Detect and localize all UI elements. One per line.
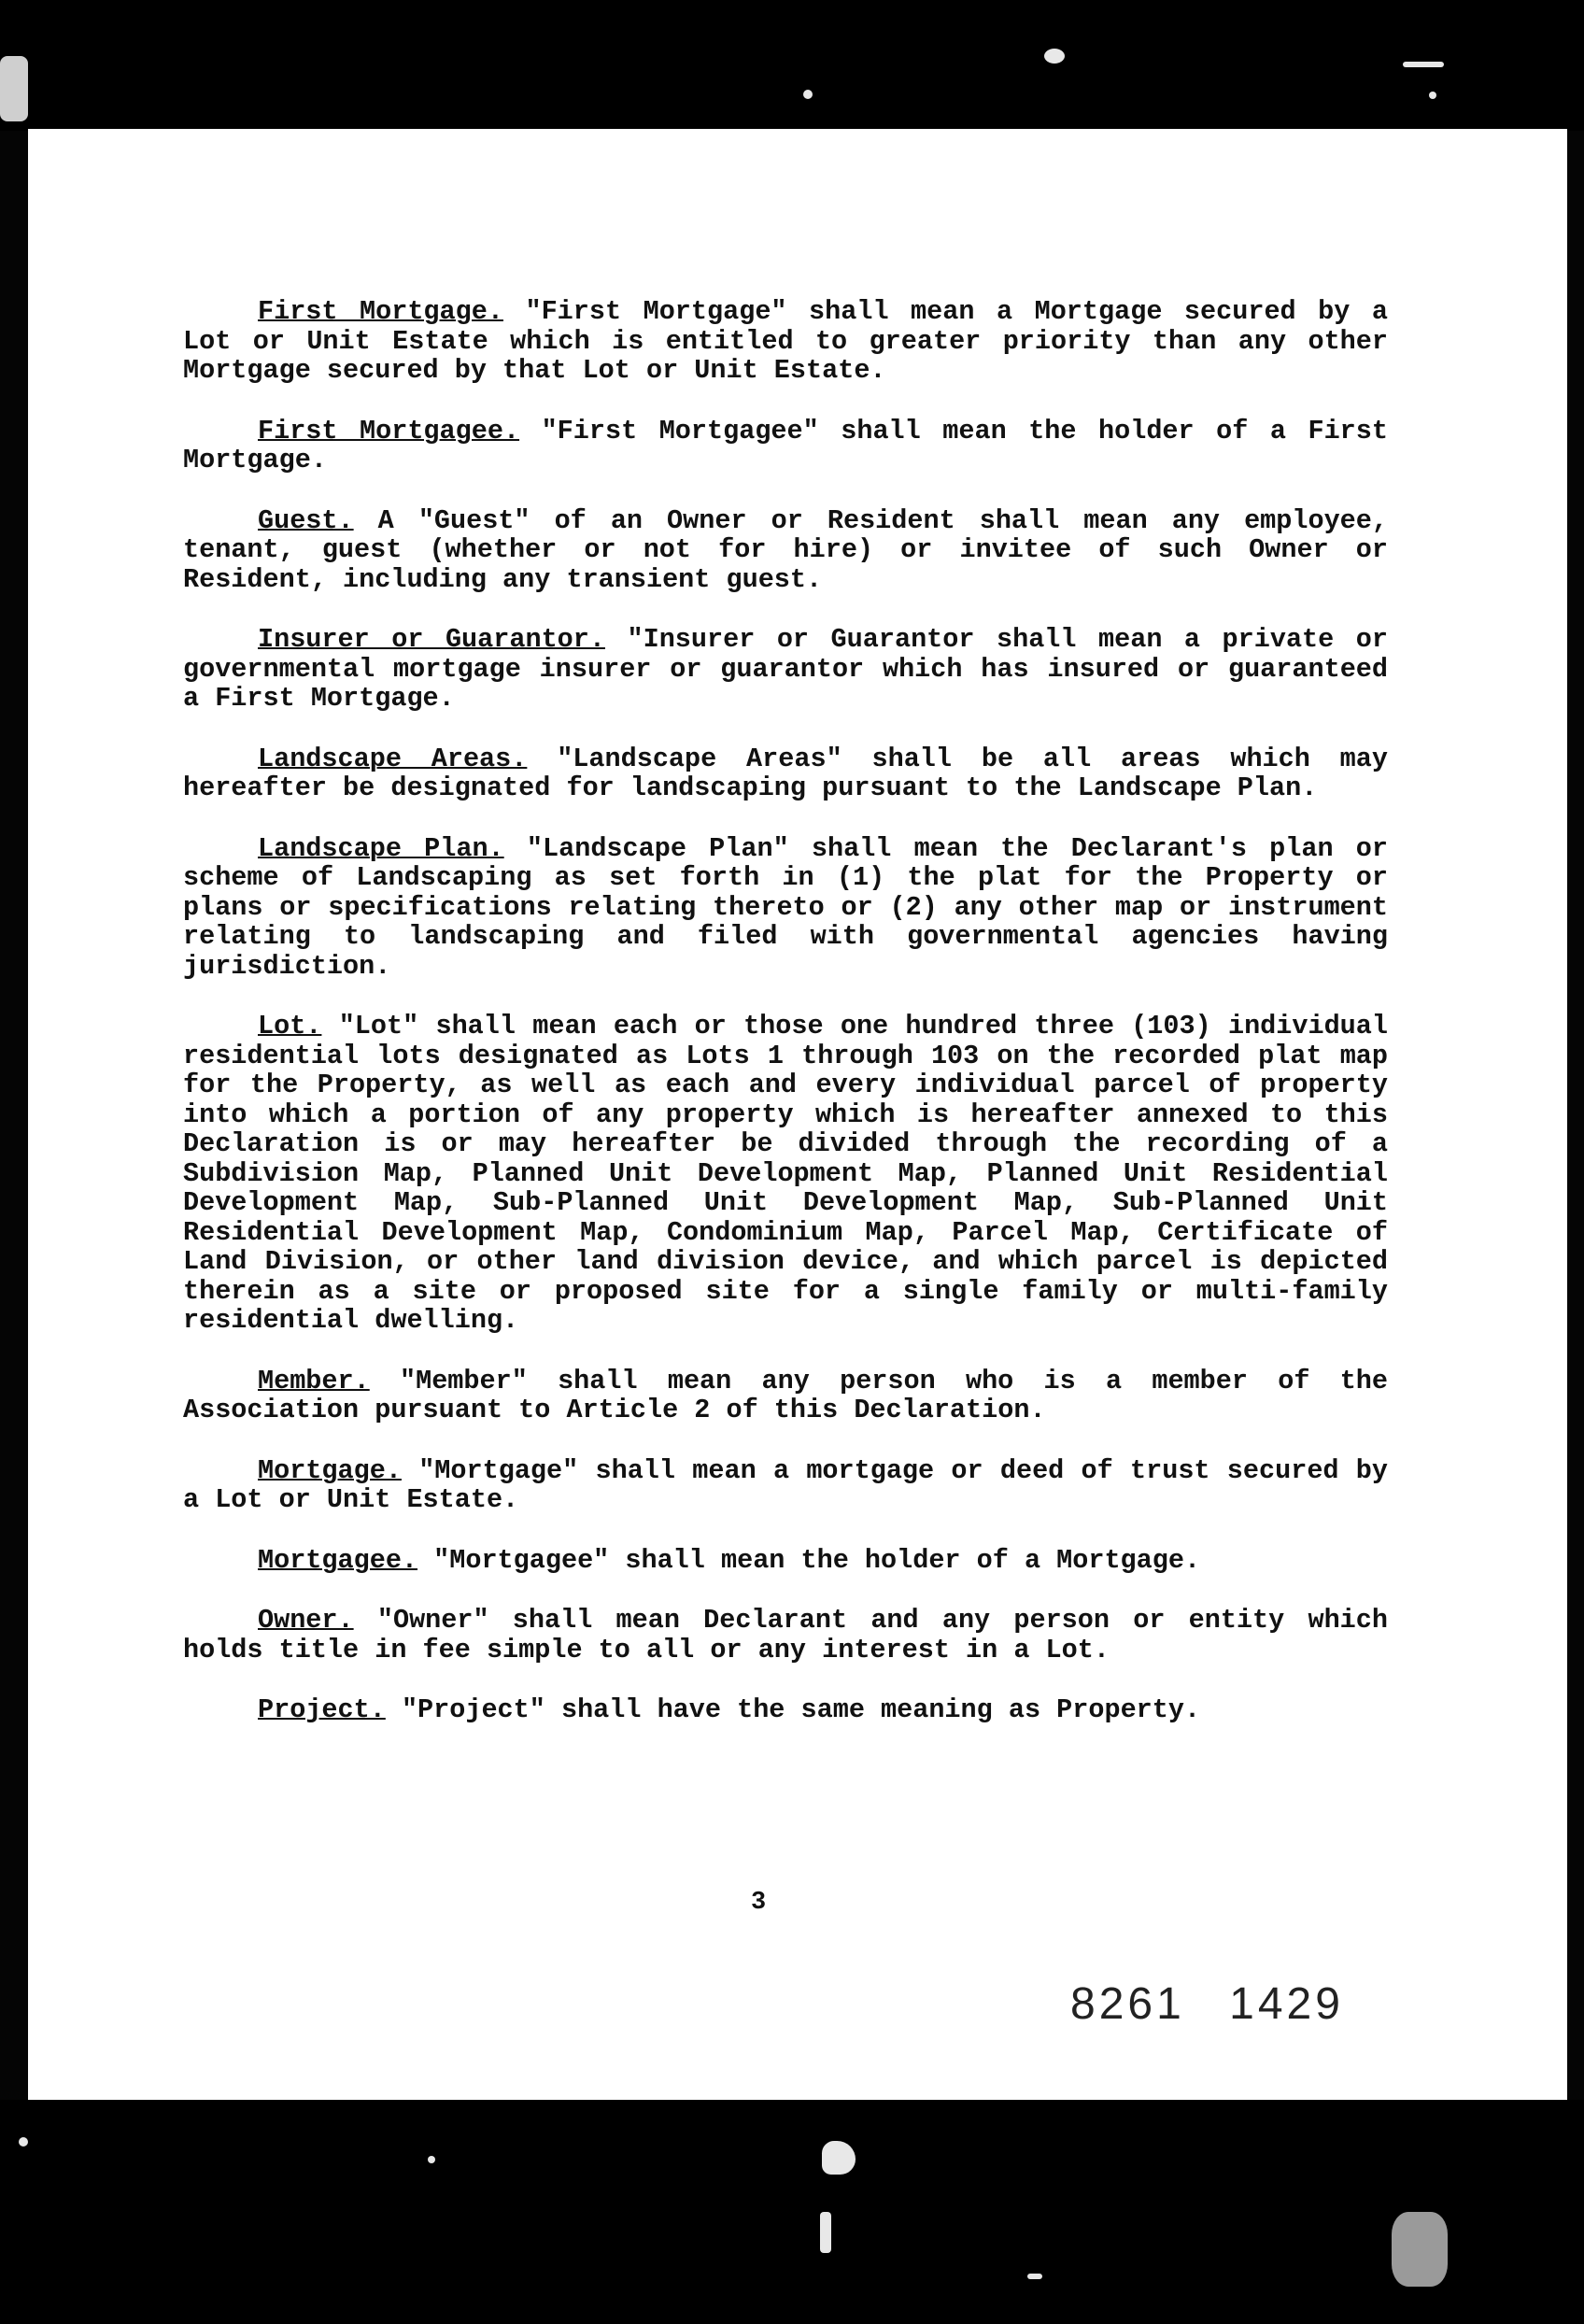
- definition-first-mortgage: [183, 297, 1388, 386]
- definition-member: [183, 1367, 1388, 1425]
- document-page: [28, 129, 1567, 2100]
- definition-text: "Member" shall mean any person who is a member of the Association pursuant to Article 2 of this Declaration.: [183, 1365, 1388, 1425]
- definition-text: "Project" shall have the same meaning as Property.: [401, 1694, 1201, 1725]
- scan-noise-speck: [428, 2156, 435, 2163]
- definition-project: [183, 1695, 1388, 1725]
- definition-text: "Landscape Areas" shall be all areas which may hereafter be designated for landscaping pursuant to the Landscape Plan.: [183, 743, 1388, 803]
- definition-landscape-plan: [183, 834, 1388, 982]
- definition-text: "First Mortgage" shall mean a Mortgage secured by a Lot or Unit Estate which is entitled to greater priority than any other Mortgage secured by that Lot or Unit Estate.: [183, 296, 1388, 386]
- definition-mortgage: [183, 1456, 1388, 1515]
- scan-noise-speck: [1027, 2274, 1042, 2279]
- scan-top-border: [0, 0, 1584, 131]
- definitions-list: [183, 297, 1388, 1756]
- term-label: Guest.: [258, 504, 354, 536]
- definition-text: "Landscape Plan" shall mean the Declarant's plan or scheme of Landscaping as set forth in (1) the plat for the Property or plans or specifications relating thereto or (2) any other map or instrument relating to landscaping and filed with governmental agencies having jurisdiction.: [183, 832, 1388, 982]
- definition-lot: [183, 1012, 1388, 1336]
- definition-text: "Insurer or Guarantor shall mean a private or governmental mortgage insurer or guarantor which has insured or guaranteed a First Mortgage.: [183, 624, 1388, 714]
- scan-noise-speck: [822, 2141, 856, 2175]
- scan-noise-speck: [1403, 62, 1444, 67]
- scan-noise-speck: [19, 2137, 28, 2147]
- term-label: Landscape Plan.: [258, 832, 504, 864]
- term-label: Mortgagee.: [258, 1544, 418, 1576]
- definition-mortgagee: [183, 1546, 1388, 1576]
- term-label: Member.: [258, 1365, 370, 1396]
- term-label: First Mortgage.: [258, 296, 503, 327]
- definition-text: "Mortgage" shall mean a mortgage or deed of trust secured by a Lot or Unit Estate.: [183, 1454, 1388, 1515]
- scan-noise-speck: [820, 2212, 831, 2253]
- term-label: Project.: [258, 1694, 386, 1725]
- term-label: Lot.: [258, 1011, 322, 1042]
- definition-text: "Mortgagee" shall mean the holder of a Mortgage.: [433, 1544, 1201, 1576]
- definition-text: "Lot" shall mean each or those one hundred three (103) individual residential lots designated as Lots 1 through 103 on the recorded plat map for the Property, as well as each and every individual parcel of property into which a portion of any property which is hereafter annexed to this Declaration is or may hereafter be divided through the recording of a Subdivision Map, Planned Unit Development Map, Planned Unit Residential Development Map, Sub-Planned Unit Development Map, Sub-Planned Unit Residential Development Map, Condominium Map, Parcel Map, Certificate of Land Division, or other land division device, and which parcel is depicted therein as a site or proposed site for a single family or multi-family residential dwelling.: [183, 1011, 1388, 1336]
- term-label: Insurer or Guarantor.: [258, 624, 605, 655]
- definition-first-mortgagee: [183, 417, 1388, 475]
- scan-bottom-border: [0, 2100, 1584, 2324]
- term-label: Landscape Areas.: [258, 743, 528, 774]
- page-number: 3: [751, 1889, 767, 1917]
- definition-insurer-or-guarantor: [183, 625, 1388, 714]
- definition-text: A "Guest" of an Owner or Resident shall mean any employee, tenant, guest (whether or not for hire) or invitee of such Owner or Resident, including any transient guest.: [183, 504, 1388, 595]
- term-label: Mortgage.: [258, 1454, 402, 1486]
- scan-noise-speck: [803, 90, 813, 99]
- term-label: First Mortgagee.: [258, 415, 520, 446]
- scan-noise-speck: [1392, 2212, 1448, 2287]
- term-label: Owner.: [258, 1605, 354, 1636]
- scan-noise-speck: [0, 56, 28, 121]
- definition-text: "First Mortgagee" shall mean the holder of a First Mortgage.: [183, 415, 1388, 475]
- definition-owner: [183, 1606, 1388, 1665]
- scan-noise-speck: [1044, 49, 1065, 64]
- definition-guest: [183, 506, 1388, 595]
- definition-text: "Owner" shall mean Declarant and any person or entity which holds title in fee simple to all or any interest in a Lot.: [183, 1605, 1388, 1665]
- document-stamp-number: 8261 1429: [1070, 1979, 1344, 2029]
- definition-landscape-areas: [183, 744, 1388, 803]
- scan-noise-speck: [1429, 92, 1436, 99]
